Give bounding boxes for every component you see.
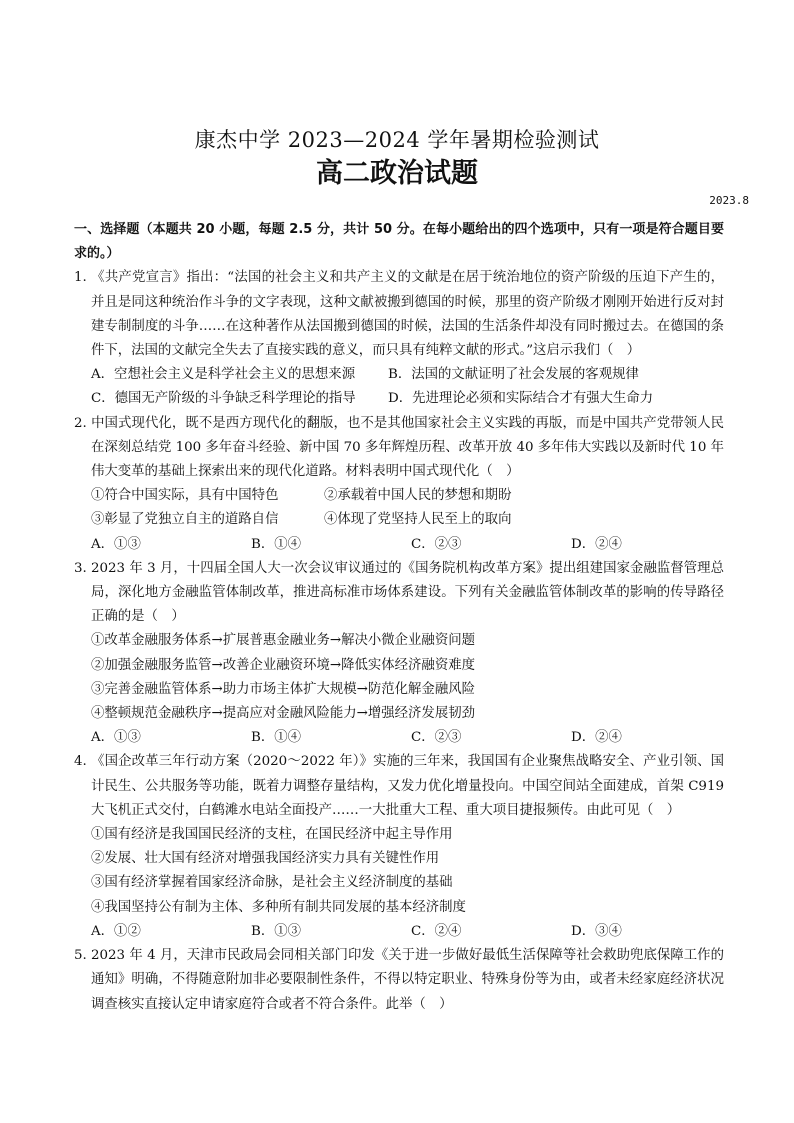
- option-c[interactable]: C．德国无产阶级的斗争缺乏科学理论的指导: [91, 391, 356, 407]
- statement-1: ①符合中国实际，具有中国特色: [91, 488, 279, 504]
- statement-1: ①国有经济是我国国民经济的支柱，在国民经济中起主导作用: [91, 827, 453, 843]
- question-stem: [74, 557, 724, 630]
- question-stem: [74, 266, 724, 363]
- option-b[interactable]: B．①④: [251, 730, 302, 746]
- statement-4: ④我国坚持公有制为主体、多种所有制共同发展的基本经济制度: [91, 899, 466, 915]
- school-exam-title: 康杰中学 2023—2024 学年暑期检验测试: [194, 128, 600, 152]
- option-d[interactable]: D．②④: [571, 730, 622, 746]
- statement-4: ④体现了党坚持人民至上的取向: [324, 512, 512, 528]
- subject-title: 高二政治试题: [316, 158, 478, 189]
- question-number: 2.: [74, 415, 87, 431]
- option-a[interactable]: A．空想社会主义是科学社会主义的思想来源: [91, 367, 356, 383]
- option-a[interactable]: A．①③: [91, 536, 141, 552]
- question-stem: [74, 944, 724, 1017]
- question-text: 《共产党宣言》指出：“法国的社会主义和共产主义的文献是在居于统治地位的资产阶级的压迫下产生的，并且是同这种统治作斗争的文字表现，这种文献被搬到德国的时候，那里的资产阶级才刚刚开始进行反对封建专制制度的斗争……在这种著作从法国搬到德国的时候，法国的生活条件却没有同时搬过去。在德国的条件下，法国的文献完全失去了直接实践的意义，而只具有纯粹文献的形式。”这启示我们（ ）: [91, 270, 724, 359]
- question-5: [74, 944, 724, 1017]
- option-a[interactable]: A．①②: [91, 923, 141, 939]
- exam-date: 2023.8: [709, 194, 749, 207]
- options-row: [74, 387, 724, 411]
- options-row: [74, 726, 724, 750]
- statement-3: ③完善金融监管体系→助力市场主体扩大规模→防范化解金融风险: [91, 681, 475, 697]
- statement-2: ②发展、壮大国有经济对增强我国经济实力具有关键性作用: [91, 851, 440, 867]
- question-text: 中国式现代化，既不是西方现代化的翻版，也不是其他国家社会主义实践的再版，而是中国共产党带领人民在深刻总结党 100 多年奋斗经验、新中国 70 多年辉煌历程、改革开放 40 多年伟大实践以及新时代 10 年伟大变革的基础上探索出来的现代化道路。材料表明中国式现代化（ ）: [91, 415, 724, 480]
- question-number: 5.: [74, 948, 87, 964]
- question-text: 2023 年 3 月，十四届全国人大一次会议审议通过的《国务院机构改革方案》提出组建国家金融监督管理总局，深化地方金融监管体制改革，推进高标准市场体系建设。下列有关金融监管体制改革的影响的传导路径正确的是（ ）: [91, 560, 724, 625]
- options-row: [74, 533, 724, 557]
- option-d[interactable]: D．先进理论必须和实际结合才有强大生命力: [388, 391, 654, 407]
- question-stem: [74, 750, 724, 823]
- question-1: [74, 266, 724, 411]
- statement-4: ④整顿规范金融秩序→提高应对金融风险能力→增强经济发展韧劲: [91, 706, 475, 722]
- section-heading: 一、选择题（本题共 20 小题，每题 2.5 分，共计 50 分。在每小题给出的四个选项中，只有一项是符合题目要求的。）: [74, 222, 724, 262]
- statement-1: ①改革金融服务体系→扩展普惠金融业务→解决小微企业融资问题: [91, 633, 475, 649]
- question-4: [74, 750, 724, 944]
- question-number: 1.: [74, 270, 87, 286]
- option-a[interactable]: A．①③: [91, 730, 141, 746]
- statement-3: ③彰显了党独立自主的道路自信: [91, 512, 279, 528]
- question-3: [74, 557, 724, 751]
- options-row: [74, 363, 724, 387]
- option-c[interactable]: C．②④: [411, 923, 462, 939]
- question-2: [74, 412, 724, 557]
- statements-row: [74, 484, 724, 508]
- statements-row: [74, 508, 724, 532]
- option-b[interactable]: B．①③: [251, 923, 302, 939]
- statement-2: ②承载着中国人民的梦想和期盼: [324, 488, 512, 504]
- question-number: 4.: [74, 754, 87, 770]
- question-text: 《国企改革三年行动方案（2020～2022 年）》实施的三年来，我国国有企业聚焦战略安全、产业引领、国计民生、公共服务等功能，既着力调整存量结构，又发力优化增量投向。中国空间站全面建成，首架 C919 大飞机正式交付，白鹤滩水电站全面投产……一大批重大工程、重大项目捷报频传。由此可见（ ）: [91, 754, 724, 818]
- question-stem: [74, 412, 724, 485]
- option-b[interactable]: B．①④: [251, 536, 302, 552]
- option-c[interactable]: C．②③: [411, 730, 462, 746]
- option-d[interactable]: D．②④: [571, 536, 622, 552]
- statement-2: ②加强金融服务监管→改善企业融资环境→降低实体经济融资难度: [91, 657, 475, 673]
- question-content: [74, 218, 724, 1017]
- question-text: 2023 年 4 月，天津市民政局会同相关部门印发《关于进一步做好最低生活保障等社会救助兜底保障工作的通知》明确，不得随意附加非必要限制性条件，不得以特定职业、特殊身份等为由，或者未经家庭经济状况调查核实直接认定申请家庭符合或者不符合条件。此举（ ）: [91, 948, 724, 1012]
- option-d[interactable]: D．③④: [571, 923, 622, 939]
- option-b[interactable]: B．法国的文献证明了社会发展的客观规律: [388, 367, 639, 383]
- statement-3: ③国有经济掌握着国家经济命脉，是社会主义经济制度的基础: [91, 875, 453, 891]
- question-number: 3.: [74, 560, 87, 576]
- options-row: [74, 920, 724, 944]
- option-c[interactable]: C．②③: [411, 536, 462, 552]
